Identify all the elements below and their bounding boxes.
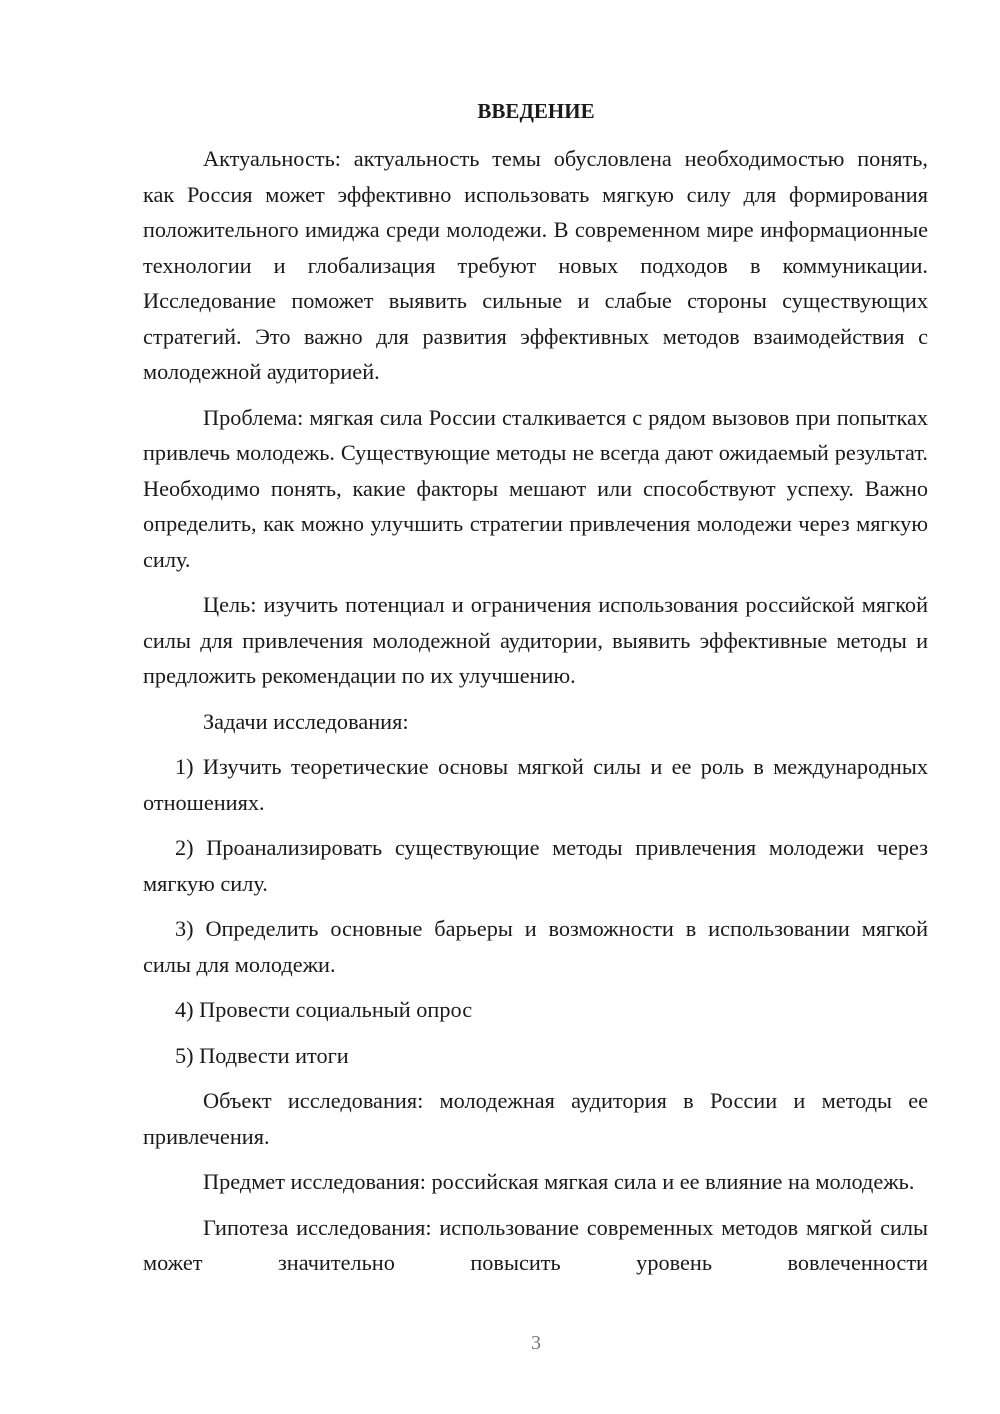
paragraph-hypothesis: Гипотеза исследования: использование современных методов мягкой силы может значительно повысить уровень вовлеченности bbox=[143, 1214, 928, 1275]
paragraph-relevance: Актуальность: актуальность темы обусловлена необходимостью понять, как Россия может эффективно использовать мягкую силу для формирования положительного имиджа среди молодежи. В современном мире информационные технологии и глобализация требуют новых подходов в коммуникации. Исследование поможет выявить сильные и слабые стороны существующих стратегий. Это важно для развития эффективных методов взаимодействия с молодежной аудиторией. bbox=[143, 146, 928, 384]
paragraph-goal: Цель: изучить потенциал и ограничения использования российской мягкой силы для привлечения молодежной аудитории, выявить эффективные методы и предложить рекомендации по их улучшению. bbox=[143, 592, 928, 688]
page-number: 3 bbox=[531, 1332, 541, 1354]
task-item-5: 5) Подвести итоги bbox=[175, 1042, 349, 1068]
section-heading: ВВЕДЕНИЕ bbox=[477, 99, 595, 123]
tasks-title: Задачи исследования: bbox=[203, 708, 409, 734]
paragraph-subject: Предмет исследования: российская мягкая сила и ее влияние на молодежь. bbox=[203, 1169, 915, 1194]
task-item-4: 4) Провести социальный опрос bbox=[175, 997, 473, 1022]
task-item-2: 2) Проанализировать существующие методы привлечения молодежи через мягкую силу. bbox=[143, 835, 928, 896]
task-item-1: 1) Изучить теоретические основы мягкой силы и ее роль в международных отношениях. bbox=[143, 754, 928, 815]
paragraph-object: Объект исследования: молодежная аудитория в России и методы ее привлечения. bbox=[143, 1088, 928, 1149]
document-body bbox=[143, 141, 928, 1281]
paragraph-problem: Проблема: мягкая сила России сталкивается с рядом вызовов при попытках привлечь молодежь. Существующие методы не всегда дают ожидаемый результат. Необходимо понять, какие факторы мешают или способствуют успеху. Важно определить, как можно улучшить стратегии привлечения молодежи через мягкую силу. bbox=[143, 404, 928, 572]
task-item-3: 3) Определить основные барьеры и возможности в использовании мягкой силы для молодежи. bbox=[143, 916, 928, 977]
